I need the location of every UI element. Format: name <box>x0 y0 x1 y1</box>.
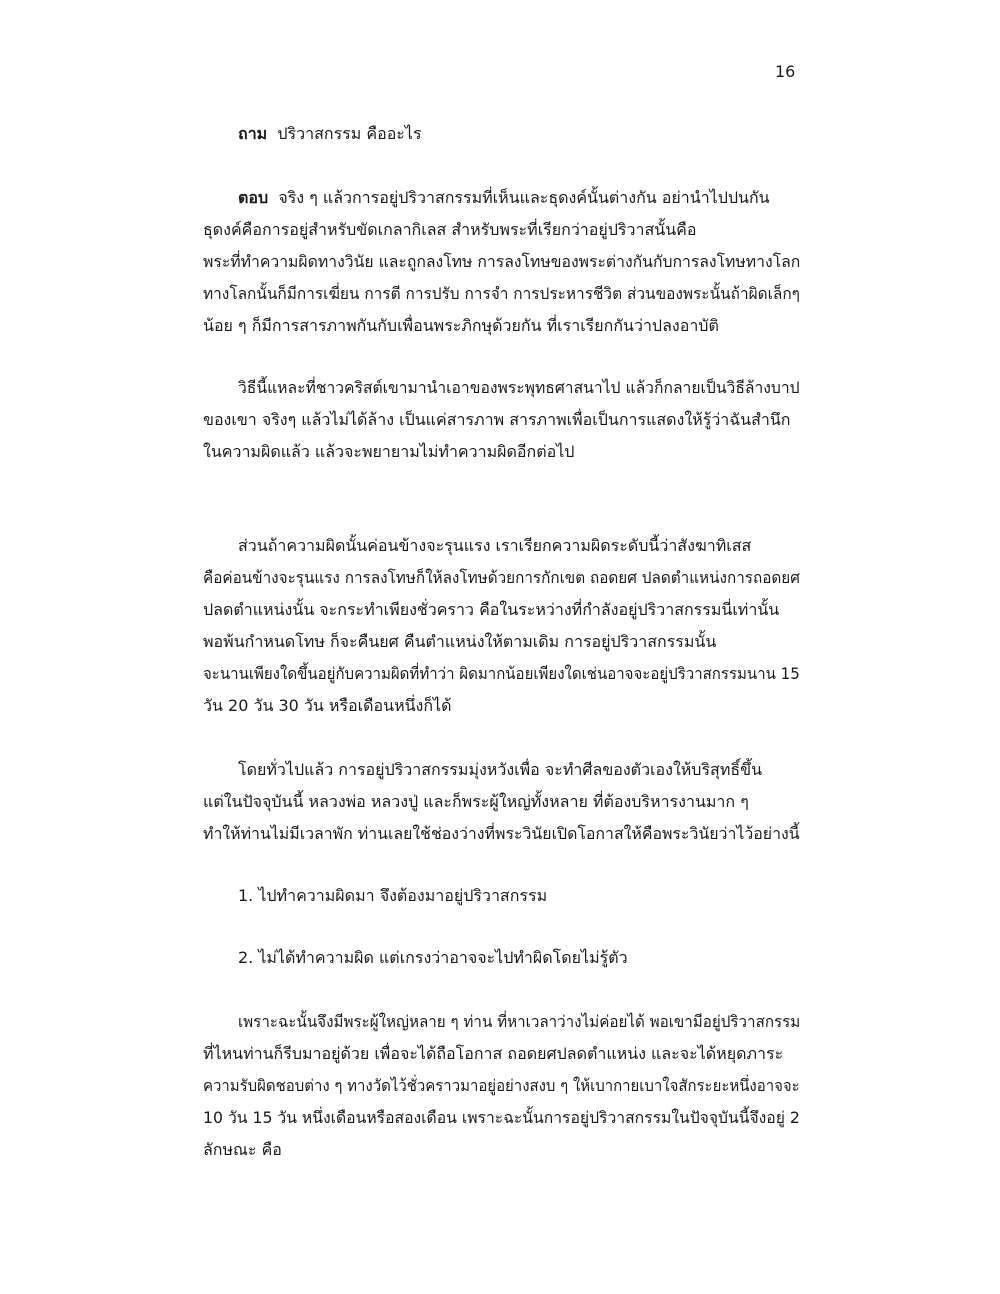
answer-line: ธุดงค์คือการอยู่สำหรับขัดเกลากิเลส สำหรับพระที่เรียกว่าอยู่ปริวาสนั้นคือ <box>203 220 697 239</box>
page-number: 16 <box>775 62 796 81</box>
paragraph-3-line: พอพ้นกำหนดโทษ ก็จะคืนยศ คืนตำแหน่งให้ตามเดิม การอยู่ปริวาสกรรมนั้น <box>203 632 717 651</box>
paragraph-5-line: ความรับผิดชอบต่าง ๆ ทางวัดไว้ชั่วคราวมาอยู่อย่างสงบ ๆ ให้เบากายเบาใจสักระยะหนึ่งอาจจะ <box>203 1076 800 1095</box>
answer-line: ทางโลกนั้นก็มีการเฆี่ยน การตี การปรับ การจำ การประหารชีวิต ส่วนของพระนั้นถ้าผิดเล็กๆ <box>203 284 800 303</box>
paragraph-4-line: โดยทั่วไปแล้ว การอยู่ปริวาสกรรมมุ่งหวังเพื่อ จะทำศีลของตัวเองให้บริสุทธิ์ขึ้น <box>238 760 762 779</box>
paragraph-5-line: ลักษณะ คือ <box>203 1140 282 1159</box>
answer-first-text: จริง ๆ แล้วการอยู่ปริวาสกรรมที่เห็นและธุดงค์นั้นต่างกัน อย่านำไปปนกัน <box>278 188 770 207</box>
paragraph-5-line: เพราะฉะนั้นจึงมีพระผู้ใหญ่หลาย ๆ ท่าน ที่หาเวลาว่างไม่ค่อยได้ พอเขามีอยู่ปริวาสกรรม <box>238 1012 801 1031</box>
question-text: ปริวาสกรรม คืออะไร <box>277 124 422 143</box>
paragraph-5-line: 10 วัน 15 วัน หนึ่งเดือนหรือสองเดือน เพราะฉะนั้นการอยู่ปริวาสกรรมในปัจจุบันนี้จึงอยู่ 2 <box>203 1108 800 1127</box>
answer-line: น้อย ๆ ก็มีการสารภาพกันกับเพื่อนพระภิกษุด้วยกัน ที่เราเรียกกันว่าปลงอาบัติ <box>203 316 719 335</box>
paragraph-3-line: ส่วนถ้าความผิดนั้นค่อนข้างจะรุนแรง เราเรียกความผิดระดับนี้ว่าสังฆาทิเสส <box>238 536 752 555</box>
list-item: 1. ไปทำความผิดมา จึงต้องมาอยู่ปริวาสกรรม <box>238 886 548 905</box>
question-line <box>238 124 422 144</box>
paragraph-4-line: แต่ในปัจจุบันนี้ หลวงพ่อ หลวงปู่ และก็พระผู้ใหญ่ทั้งหลาย ที่ต้องบริหารงานมาก ๆ <box>203 792 749 811</box>
paragraph-3-line: วัน 20 วัน 30 วัน หรือเดือนหนึ่งก็ได้ <box>203 696 452 715</box>
answer-line: พระที่ทำความผิดทางวินัย และถูกลงโทษ การลงโทษของพระต่างกันกับการลงโทษทางโลก <box>203 252 801 271</box>
paragraph-3-line: จะนานเพียงใดขึ้นอยู่กับความผิดที่ทำว่า ผิดมากน้อยเพียงใดเช่นอาจจะอยู่ปริวาสกรรมนาน 15 <box>203 664 800 683</box>
answer-label: ตอบ <box>238 188 269 207</box>
paragraph-3-line: ปลดตำแหน่งนั้น จะกระทำเพียงชั่วคราว คือในระหว่างที่กำลังอยู่ปริวาสกรรมนี่เท่านั้น <box>203 600 780 619</box>
paragraph-2-line: วิธีนี้แหละที่ชาวคริสต์เขามานำเอาของพระพุทธศาสนาไป แล้วก็กลายเป็นวิธีล้างบาป <box>238 378 800 397</box>
paragraph-3-line: คือค่อนข้างจะรุนแรง การลงโทษก็ให้ลงโทษด้วยการกักเขต ถอดยศ ปลดตำแหน่งการถอดยศ <box>203 568 800 587</box>
question-label: ถาม <box>238 124 268 143</box>
paragraph-4-line: ทำให้ท่านไม่มีเวลาพัก ท่านเลยใช้ช่องว่างที่พระวินัยเปิดโอกาสให้คือพระวินัยว่าไว้อย่างนี้ <box>203 824 800 843</box>
paragraph-5-line: ที่ไหนท่านก็รีบมาอยู่ด้วย เพื่อจะได้ถือโอกาส ถอดยศปลดตำแหน่ง และจะได้หยุดภาระ <box>203 1044 784 1063</box>
paragraph-2-line: ของเขา จริงๆ แล้วไม่ได้ล้าง เป็นแค่สารภาพ สารภาพเพื่อเป็นการแสดงให้รู้ว่าฉันสำนึก <box>203 410 791 429</box>
list-item: 2. ไม่ได้ทำความผิด แต่เกรงว่าอาจจะไปทำผิดโดยไม่รู้ตัว <box>238 948 628 967</box>
answer-first-line <box>238 188 770 208</box>
paragraph-2-line: ในความผิดแล้ว แล้วจะพยายามไม่ทำความผิดอีกต่อไป <box>203 442 575 461</box>
